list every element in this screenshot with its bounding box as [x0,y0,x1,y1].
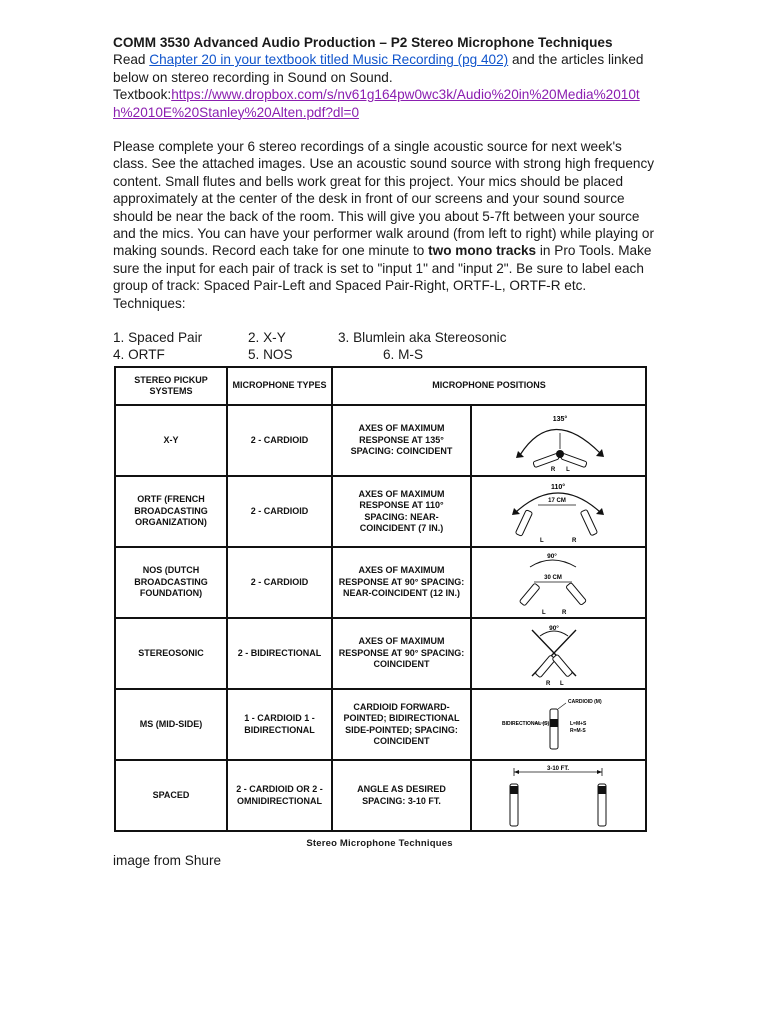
instructions-bold-text: two mono tracks [428,243,537,259]
xy-diagram [471,405,646,476]
technique-item: 6. M-S [383,347,424,363]
nos-angle-label: 90° [547,553,557,560]
row-types: 2 - CARDIOID [227,547,332,618]
technique-item: 5. NOS [248,347,293,363]
row-description: CARDIOID FORWARD-POINTED; BIDIRECTIONAL SIDE-POINTED; SPACING: COINCIDENT [332,689,471,760]
technique-item: 4. ORTF [113,347,165,363]
ms-mid-label: Cardioid (M) [568,699,602,705]
textbook-line [113,86,658,121]
microphone-icon [510,784,606,826]
textbook-chapter-link[interactable]: Chapter 20 in your textbook titled Music Recording (pg 402) [149,52,509,68]
xy-angle-label: 135° [552,416,568,423]
document-title: COMM 3530 Advanced Audio Production – P2 Stereo Microphone Techniques [113,35,613,50]
row-system: X-Y [115,405,227,476]
microphone-icon [519,582,586,606]
spaced-spacing-label: 3-10 ft. [546,766,570,772]
technique-item: 2. X-Y [248,330,286,346]
label-l: L [542,610,546,616]
label-r: R [572,538,577,544]
row-types: 2 - CARDIOID OR 2 - OMNIDIRECTIONAL [227,760,332,831]
techniques-label: Techniques: [113,295,186,311]
row-description: AXES OF MAXIMUM RESPONSE AT 90° SPACING: COINCIDENT [332,618,471,689]
row-types: 2 - BIDIRECTIONAL [227,618,332,689]
instructions-text-post: in Pro Tools. Make sure the input for each pair of track is set to "input 1" and "input 2". Be sure to label each group of track: Spaced Pair-Left and Spaced Pair-Right, ORTF-L, ORTF-R etc. [113,243,652,294]
technique-item: 1. Spaced Pair [113,330,203,346]
row-system: ORTF (FRENCH BROADCASTING ORGANIZATION) [115,476,227,547]
row-description: AXES OF MAXIMUM RESPONSE AT 90° SPACING: NEAR-COINCIDENT (12 IN.) [332,547,471,618]
ms-diagram [471,689,646,760]
stereo-techniques-table [114,366,647,832]
label-r: R [550,467,556,473]
textbook-label: Textbook: [113,87,172,103]
row-types: 2 - CARDIOID [227,476,332,547]
row-types: 1 - CARDIOID 1 - BIDIRECTIONAL [227,689,332,760]
header-microphone-positions: MICROPHONE POSITIONS [332,367,646,405]
techniques-row-2 [113,346,658,363]
table-row [115,405,646,476]
ms-formula-l: L=M+S [570,721,587,727]
microphone-icon [535,654,573,678]
ms-side-label: Bidirectional (S) [502,721,550,727]
table-row [115,476,646,547]
stereosonic-angle-label: 90° [549,625,559,632]
intro-paragraph [113,51,658,86]
table-header-row [115,367,646,405]
techniques-row-1 [113,329,658,346]
ortf-diagram [471,476,646,547]
microphone-icon [515,509,597,536]
microphone-icon [550,709,558,749]
nos-spacing-label: 30 cm [544,575,562,581]
table-row [115,618,646,689]
row-system: MS (MID-SIDE) [115,689,227,760]
row-system: NOS (DUTCH BROADCASTING FOUNDATION) [115,547,227,618]
table-row [115,760,646,831]
label-r: R [546,681,551,687]
technique-item: 3. Blumlein aka Stereosonic [338,330,507,346]
instructions-paragraph [113,138,658,295]
ortf-angle-label: 110° [550,484,566,491]
stereo-techniques-figure [114,366,645,832]
label-l: L [540,538,544,544]
label-r: R [562,610,567,616]
label-l: L [566,467,570,473]
figure-caption: Stereo Microphone Techniques [306,838,453,849]
row-description: AXES OF MAXIMUM RESPONSE AT 110° SPACING: NEAR-COINCIDENT (7 IN.) [332,476,471,547]
ortf-spacing-label: 17 cm [548,498,566,504]
microphone-icon [533,450,587,468]
ms-formula-r: R=M-S [570,728,586,734]
document-body [113,34,658,364]
intro-text-post: and the articles linked below on stereo recording in Sound on Sound. [113,52,644,85]
textbook-url-link[interactable]: https://www.dropbox.com/s/nv61g164pw0wc3k/Audio%20in%20Media%2010th%2010E%20Stanley%20Alten.pdf?dl=0 [113,87,640,120]
table-row [115,689,646,760]
row-system: SPACED [115,760,227,831]
row-description: AXES OF MAXIMUM RESPONSE AT 135° SPACING: COINCIDENT [332,405,471,476]
spaced-diagram [471,760,646,831]
row-description: ANGLE AS DESIRED SPACING: 3-10 FT. [332,760,471,831]
header-microphone-types: MICROPHONE TYPES [227,367,332,405]
intro-text-pre: Read [113,52,150,68]
row-types: 2 - CARDIOID [227,405,332,476]
table-row [115,547,646,618]
row-system: STEREOSONIC [115,618,227,689]
instructions-text-pre: Please complete your 6 stereo recordings of a single acoustic source for next week's class. See the attached images. Use an acoustic sound source with strong high frequency content. Small flutes and bells work great for this project. Your mics should be placed approximately at the center of the desk in front of our screens and your sound source should be near the back of the room. This will give you about 5-7ft between your source and the mics. You can have your performer walk around (from left to right) while playing or making sounds. Record each take for one minute to [113,139,655,259]
label-l: L [560,681,564,687]
image-credit: image from Shure [113,853,222,868]
nos-diagram [471,547,646,618]
header-pickup-systems: STEREO PICKUP SYSTEMS [115,367,227,405]
stereosonic-diagram [471,618,646,689]
